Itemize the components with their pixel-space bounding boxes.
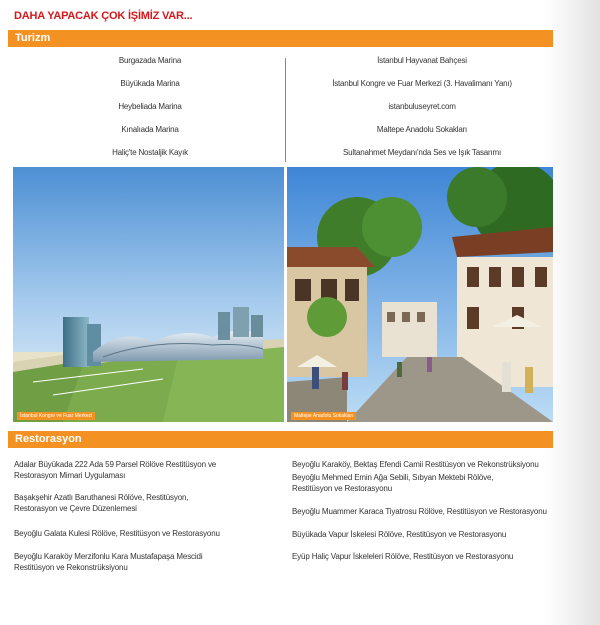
turizm-item: Haliç'te Nostaljik Kayık [112, 148, 188, 157]
column-divider [285, 58, 286, 162]
restorasyon-item-line: Restitüsyon ve Restorasyonu [292, 484, 393, 493]
restorasyon-item-line: Büyükada Vapur İskelesi Rölöve, Restitüsyon ve Restorasyonu [292, 530, 507, 539]
restorasyon-item-line: Restorasyon Mimari Uygulaması [14, 471, 126, 480]
turizm-item: istanbuluseyret.com [388, 102, 456, 111]
restorasyon-item-line: Eyüp Haliç Vapur İskeleleri Rölöve, Restitüsyon ve Restorasyonu [292, 552, 514, 561]
restorasyon-item-line: Adalar Büyükada 222 Ada 59 Parsel Rölöve Restitüsyon ve [14, 460, 217, 469]
turizm-item: Kınalıada Marina [121, 125, 179, 134]
turizm-item: İstanbul Hayvanat Bahçesi [377, 56, 467, 65]
maltepe-streets-photo [287, 167, 553, 422]
turizm-item: Burgazada Marina [118, 56, 182, 65]
restorasyon-item-line: Restorasyon ve Çevre Düzenlemesi [14, 504, 137, 513]
restorasyon-item-line: Beyoğlu Galata Kulesi Rölöve, Restitüsyon ve Restorasyonu [14, 529, 220, 538]
page-headline: DAHA YAPACAK ÇOK İŞİMİZ VAR... [14, 10, 193, 22]
restorasyon-item-line: Beyoğlu Mehmed Emin Ağa Sebili, Sıbyan Mektebi Rölöve, [292, 473, 494, 482]
turizm-item: Maltepe Anadolu Sokakları [376, 125, 468, 134]
restorasyon-section-header: Restorasyon [8, 431, 553, 448]
photo-caption: Maltepe Anadolu Sokakları [291, 412, 356, 420]
restorasyon-item-line: Beyoğlu Muammer Karaca Tiyatrosu Rölöve, Restitüsyon ve Restorasyonu [292, 507, 547, 516]
turizm-item: Sultanahmet Meydanı'nda Ses ve Işık Tasarımı [343, 148, 501, 157]
restorasyon-item-line: Beyoğlu Karaköy Merzifonlu Kara Mustafapaşa Mescidi [14, 552, 203, 561]
restorasyon-item-line: Beyoğlu Karaköy, Bektaş Efendi Camii Restitüsyon ve Rekonstrüksiyonu [292, 460, 539, 469]
congress-center-photo [13, 167, 284, 422]
turizm-item: Büyükada Marina [120, 79, 180, 88]
turizm-item: İstanbul Kongre ve Fuar Merkezi (3. Havalimanı Yanı) [332, 79, 512, 88]
turizm-item: Heybeliada Marina [118, 102, 182, 111]
turizm-section-header: Turizm [8, 30, 553, 47]
restorasyon-item-line: Restitüsyon ve Rekonstrüksiyonu [14, 563, 128, 572]
restorasyon-item-line: Başakşehir Azatlı Baruthanesi Rölöve, Restitüsyon, [14, 493, 189, 502]
photo-caption: İstanbul Kongre ve Fuar Merkezi [17, 412, 95, 420]
